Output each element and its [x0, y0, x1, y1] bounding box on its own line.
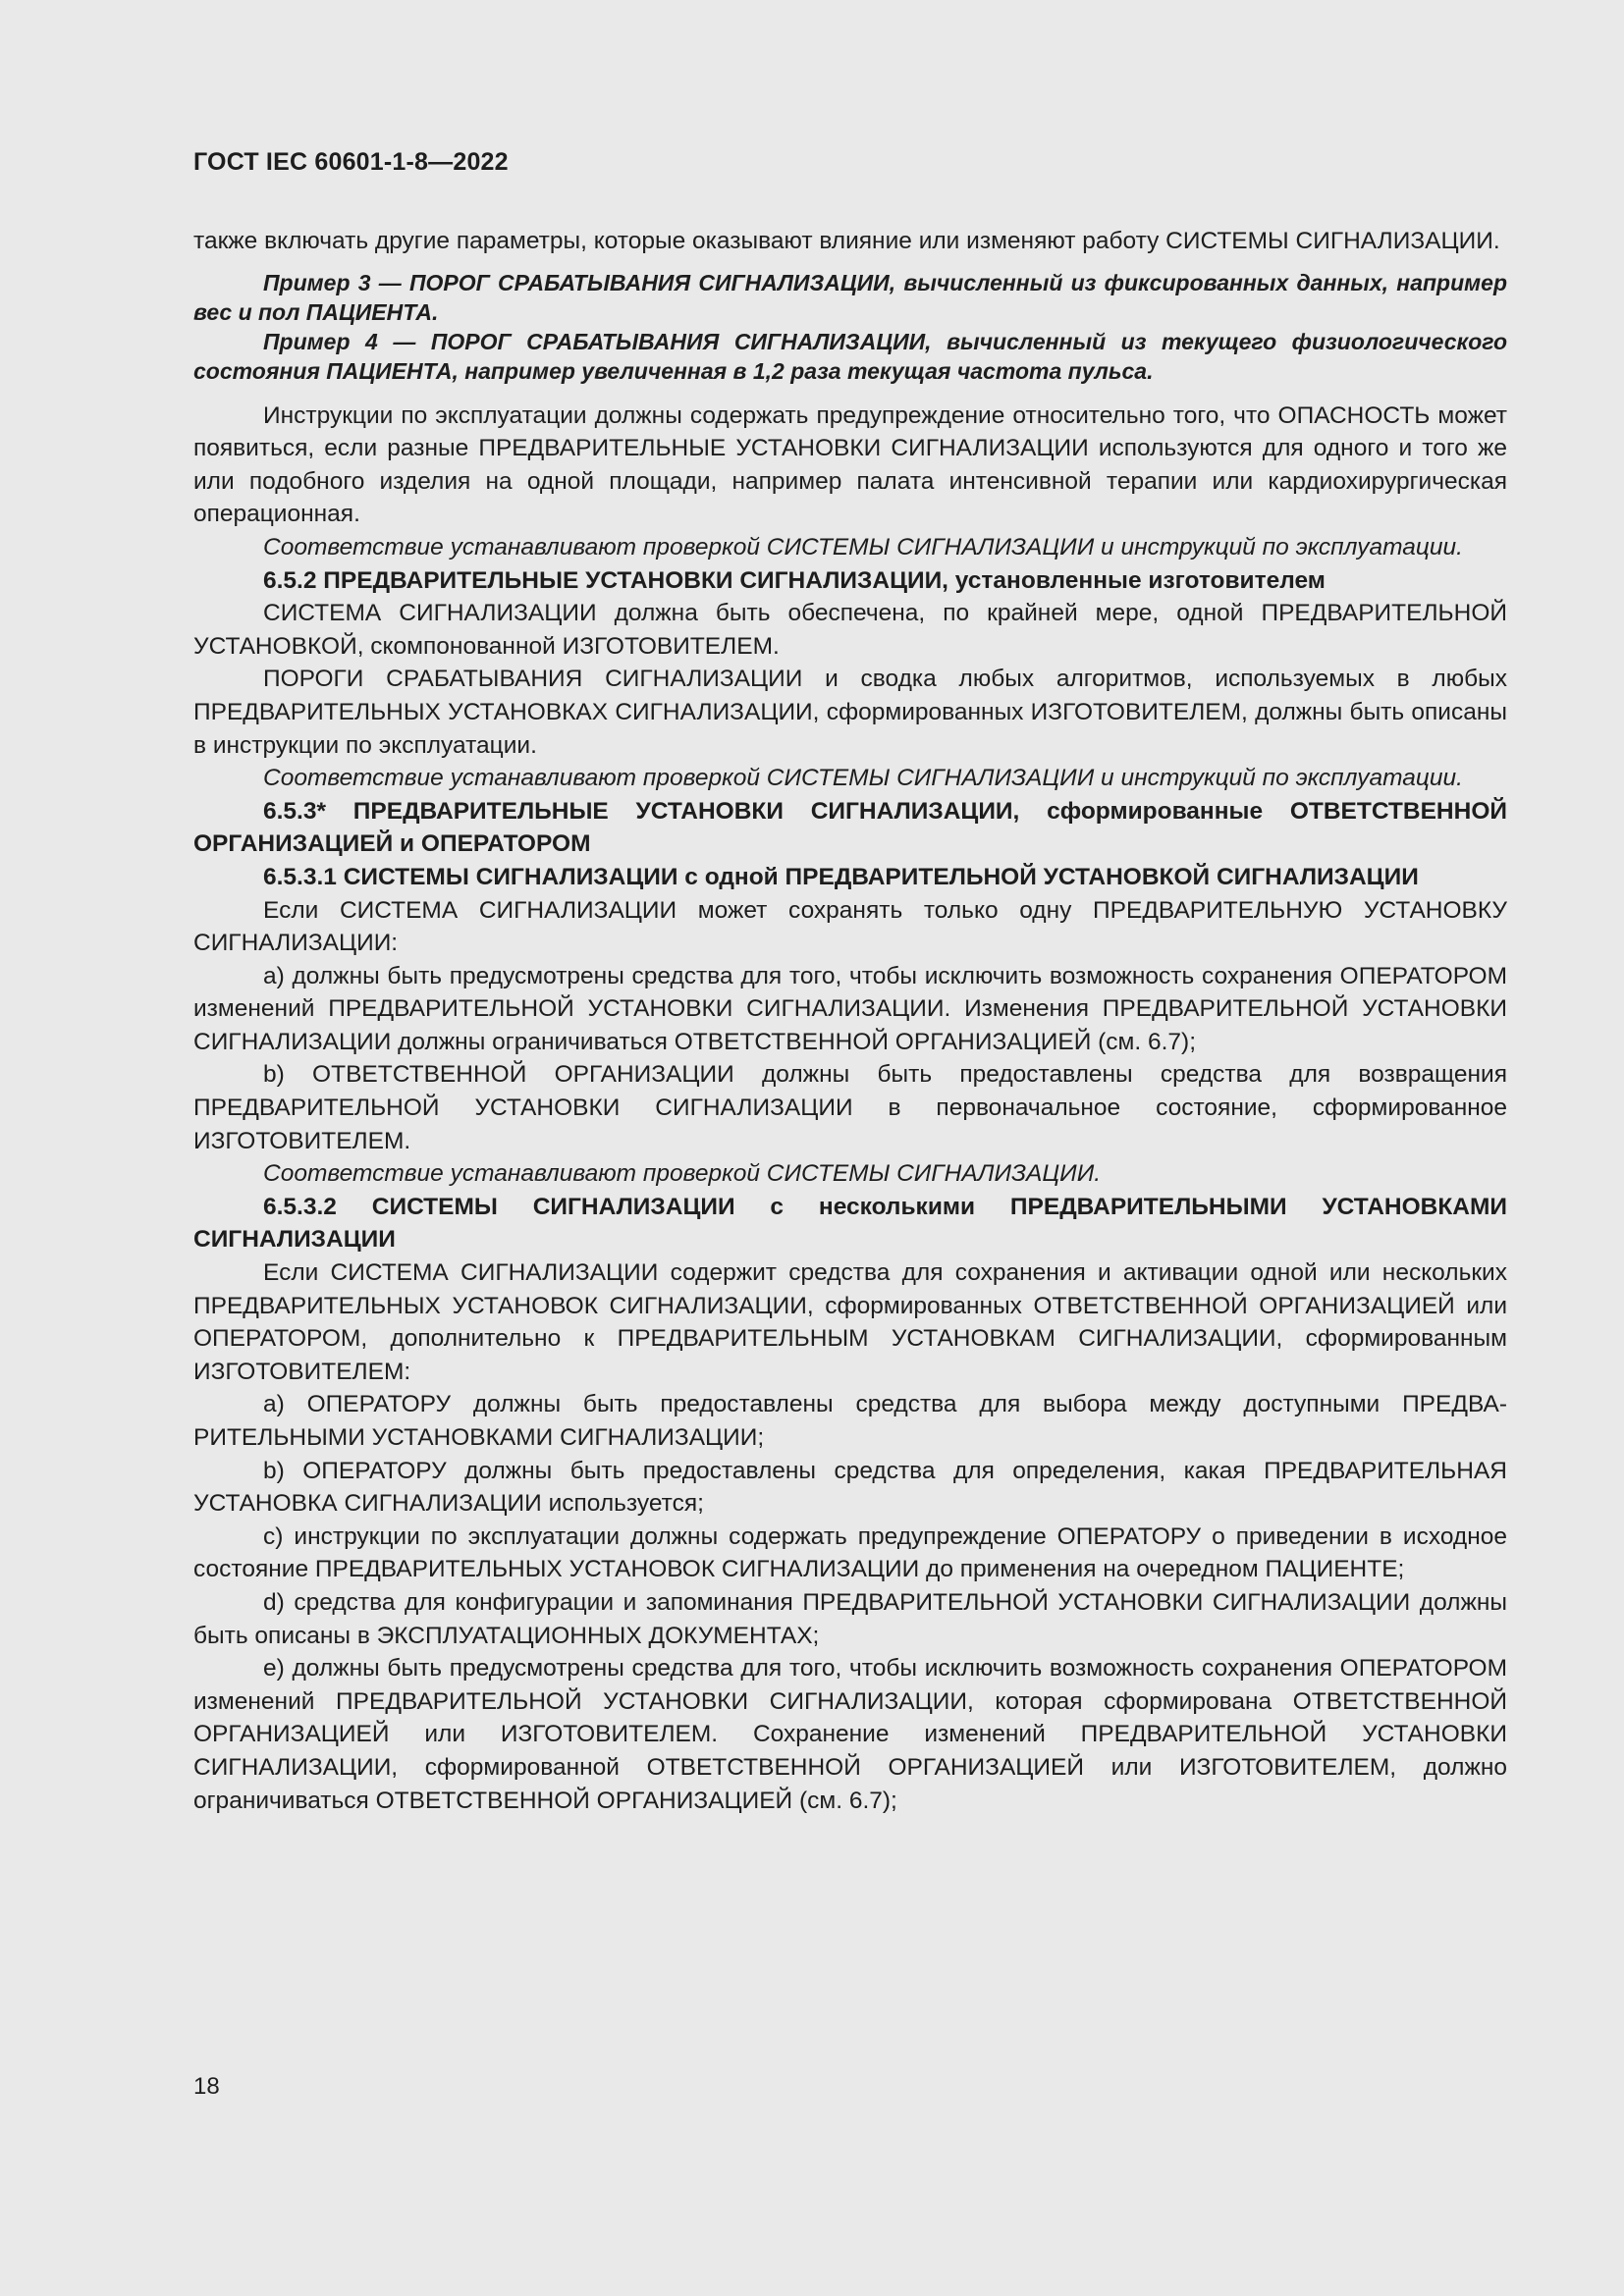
section-heading-6-5-3-2: 6.5.3.2 СИСТЕМЫ СИГНАЛИЗАЦИИ с несколькими ПРЕДВАРИТЕЛЬНЫМИ УСТАНОВКАМИ СИГНАЛИЗАЦИИ [193, 1193, 1507, 1254]
list-item-a: a) ОПЕРАТОРУ должны быть предоставлены средства для выбора между доступными ПРЕДВАРИТЕЛЬНЫМИ УСТАНОВКАМИ СИГНАЛИЗАЦИИ; [193, 1391, 1507, 1451]
compliance-note: Соответствие устанавливают проверкой СИСТЕМЫ СИГНАЛИЗАЦИИ и инструкций по эксплуатации. [263, 765, 1463, 792]
paragraph-instructions-warning: Инструкции по эксплуатации должны содержать предупреждение относительно того, что ОПАСНОСТЬ может появиться, если разные ПРЕДВАРИТЕЛЬНЫЕ УСТАНОВКИ СИГНАЛИЗАЦИИ используются для одного и того же или подобного изделия на одной площади, например палата интенсивной терапии или кардиохирургическая операционная. [193, 401, 1507, 528]
list-item-b: b) ОТВЕТСТВЕННОЙ ОРГАНИЗАЦИИ должны быть предоставлены средства для возвращения ПРЕДВАРИТЕЛЬНОЙ УСТАНОВКИ СИГНАЛИЗАЦИИ в первоначальное состояние, сформированное ИЗГОТОВИТЕЛЕМ. [193, 1061, 1507, 1154]
section-heading-6-5-3: 6.5.3* ПРЕДВАРИТЕЛЬНЫЕ УСТАНОВКИ СИГНАЛИЗАЦИИ, сформированные ОТВЕТСТВЕННОЙ ОРГАНИЗАЦИЕЙ и ОПЕРАТОРОМ [193, 797, 1507, 858]
example-4: Пример 4 — ПОРОГ СРАБАТЫВАНИЯ СИГНАЛИЗАЦИИ, вычисленный из текущего физиологического состояния ПАЦИЕНТА, например увеличенная в 1,2 раза текущая частота пульса. [193, 328, 1507, 384]
paragraph-6-5-3-1-intro: Если СИСТЕМА СИГНАЛИЗАЦИИ может сохранять только одну ПРЕДВАРИТЕЛЬНУЮ УСТАНОВКУ СИГНАЛИЗАЦИИ: [193, 896, 1507, 957]
compliance-note: Соответствие устанавливают проверкой СИСТЕМЫ СИГНАЛИЗАЦИИ. [263, 1160, 1102, 1188]
document-body [193, 225, 1507, 1817]
list-item-a: a) должны быть предусмотрены средства для того, чтобы исключить возможность сохранения ОПЕРАТОРОМ изменений ПРЕДВАРИТЕЛЬНОЙ УСТАНОВКИ СИГНАЛИЗАЦИИ. Изменения ПРЕДВАРИТЕЛЬНОЙ УСТАНОВКИ СИГНАЛИЗАЦИИ должны ограничиваться ОТВЕТСТВЕННОЙ ОРГАНИЗАЦИЕЙ (см. 6.7); [193, 962, 1507, 1055]
section-heading-6-5-2: 6.5.2 ПРЕДВАРИТЕЛЬНЫЕ УСТАНОВКИ СИГНАЛИЗАЦИИ, установленные изготовителем [263, 566, 1326, 594]
list-item-c: c) инструкции по эксплуатации должны содержать предупреждение ОПЕРАТОРУ о приведении в исходное состояние ПРЕДВАРИТЕЛЬНЫХ УСТАНОВОК СИГНАЛИЗАЦИИ до применения на очередном ПАЦИЕНТЕ; [193, 1522, 1507, 1583]
page-number: 18 [193, 2073, 220, 2100]
compliance-note: Соответствие устанавливают проверкой СИСТЕМЫ СИГНАЛИЗАЦИИ и инструкций по эксплуатации. [263, 533, 1463, 561]
section-heading-6-5-3-1: 6.5.3.1 СИСТЕМЫ СИГНАЛИЗАЦИИ с одной ПРЕДВАРИТЕЛЬНОЙ УСТАНОВКОЙ СИГНАЛИЗАЦИИ [263, 863, 1419, 890]
paragraph-6-5-2-thresholds: ПОРОГИ СРАБАТЫВАНИЯ СИГНАЛИЗАЦИИ и сводка любых алгоритмов, используемых в любых ПРЕДВАРИТЕЛЬНЫХ УСТАНОВКАХ СИГНАЛИЗАЦИИ, сформированных ИЗГОТОВИТЕЛЕМ, должны быть описаны в инструкции по эксплуатации. [193, 666, 1507, 759]
list-item-d: d) средства для конфигурации и запоминания ПРЕДВАРИТЕЛЬНОЙ УСТАНОВКИ СИГНАЛИЗАЦИИ должны быть описаны в ЭКСПЛУАТАЦИОННЫХ ДОКУМЕНТАХ; [193, 1588, 1507, 1649]
paragraph-6-5-2-requirement: СИСТЕМА СИГНАЛИЗАЦИИ должна быть обеспечена, по крайней мере, одной ПРЕДВАРИТЕЛЬНОЙ УСТАНОВКОЙ, скомпонованной ИЗГОТОВИТЕЛЕМ. [193, 600, 1507, 660]
document-header-title: ГОСТ IEC 60601-1-8—2022 [193, 148, 509, 176]
paragraph-continuation: также включать другие параметры, которые оказывают влияние или изменяют работу СИСТЕМЫ СИГНАЛИЗАЦИИ. [193, 228, 1500, 254]
paragraph-6-5-3-2-intro: Если СИСТЕМА СИГНАЛИЗАЦИИ содержит средства для сохранения и активации одной или нескольких ПРЕДВАРИТЕЛЬНЫХ УСТАНОВОК СИГНАЛИЗАЦИИ, сформированных ОТВЕТСТВЕННОЙ ОРГАНИЗАЦИЕЙ или ОПЕРАТОРОМ, дополнительно к ПРЕДВАРИТЕЛЬНЫМ УСТАНОВКАМ СИГНАЛИЗАЦИИ, сформированным ИЗГОТОВИТЕЛЕМ: [193, 1259, 1507, 1385]
list-item-b: b) ОПЕРАТОРУ должны быть предоставлены средства для определения, какая ПРЕДВАРИТЕЛЬНАЯ УСТАНОВКА СИГНАЛИЗАЦИИ используется; [193, 1457, 1507, 1518]
example-3: Пример 3 — ПОРОГ СРАБАТЫВАНИЯ СИГНАЛИЗАЦИИ, вычисленный из фиксированных данных, например вес и пол ПАЦИЕНТА. [193, 269, 1507, 325]
list-item-e: e) должны быть предусмотрены средства для того, чтобы исключить возможность сохранения ОПЕРАТОРОМ изменений ПРЕДВАРИТЕЛЬНОЙ УСТАНОВКИ СИГНАЛИЗАЦИИ, которая сформирована ОТВЕТСТВЕННОЙ ОРГАНИЗАЦИЕЙ или ИЗГОТОВИТЕЛЕМ. Сохранение изменений ПРЕДВАРИТЕЛЬНОЙ УСТАНОВКИ СИГНАЛИЗАЦИИ, сформированной ОТВЕТСТВЕННОЙ ОРГАНИЗАЦИЕЙ или ИЗГОТОВИТЕЛЕМ, должно ограничиваться ОТВЕТСТВЕННОЙ ОРГАНИЗАЦИЕЙ (см. 6.7); [193, 1655, 1507, 1814]
